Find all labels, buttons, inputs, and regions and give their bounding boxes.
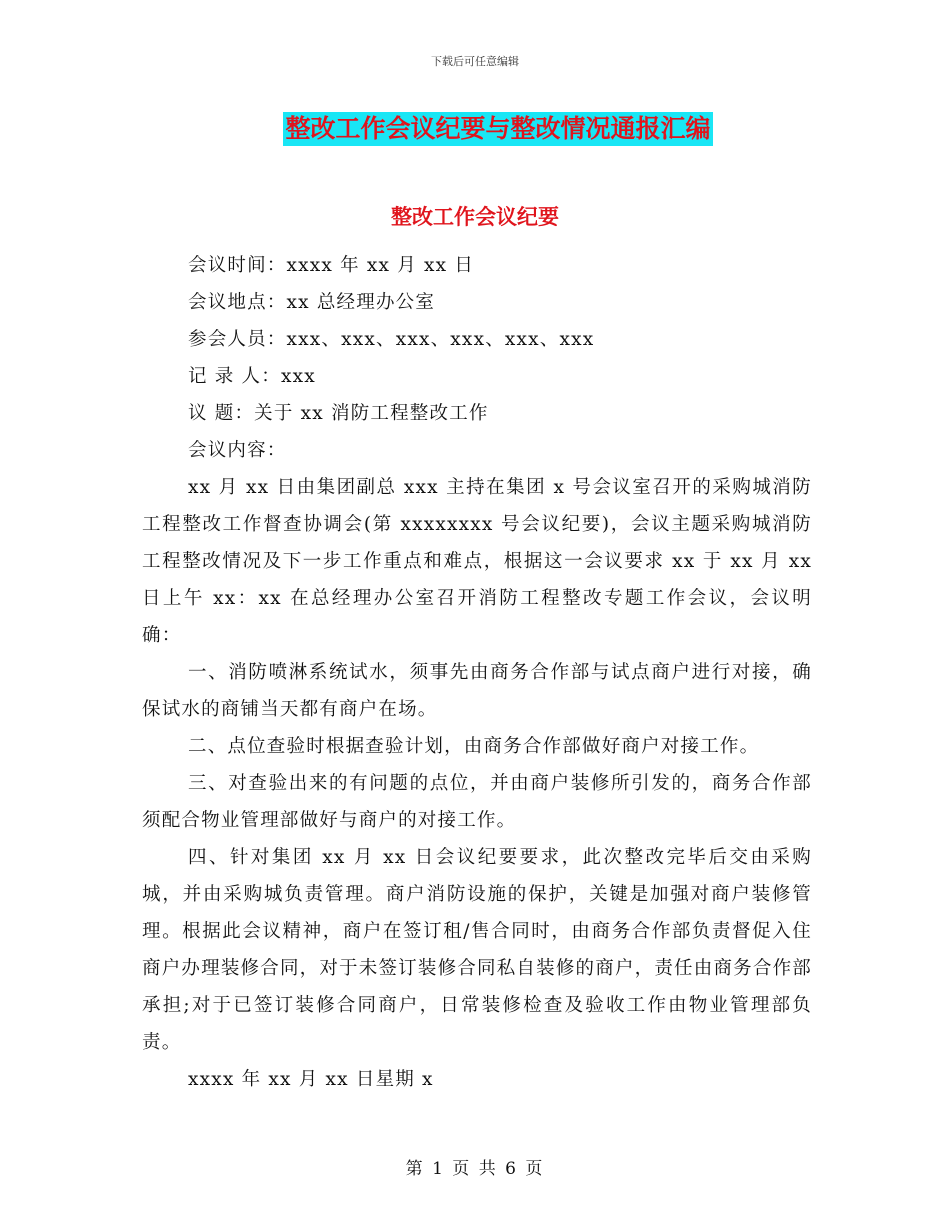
main-title-container [0,112,950,146]
item-one-paragraph: 一、消防喷淋系统试水，须事先由商务合作部与试点商户进行对接，确保试水的商铺当天都有商户在场。 [142,662,812,720]
item-two-paragraph: 二、点位查验时根据查验计划，由商务合作部做好商户对接工作。 [188,736,760,757]
meeting-content-label: 会议内容： [188,440,287,461]
header-note: 下载后可任意编辑 [431,55,519,68]
meeting-location: 会议地点：xx 总经理办公室 [188,292,436,313]
main-title: 整改工作会议纪要与整改情况通报汇编 [283,112,712,146]
document-body [142,247,812,1098]
section-title: 整改工作会议纪要 [391,205,559,229]
item-three-paragraph: 三、对查验出来的有问题的点位，并由商户装修所引发的，商务合作部须配合物业管理部做好与商户的对接工作。 [142,773,812,831]
page-number-footer: 第 1 页 共 6 页 [405,1159,545,1179]
topic: 议 题：关于 xx 消防工程整改工作 [188,403,489,424]
meeting-time: 会议时间：xxxx 年 xx 月 xx 日 [188,255,475,276]
date-line: xxxx 年 xx 月 xx 日星期 x [188,1069,434,1090]
intro-paragraph: xx 月 xx 日由集团副总 xxx 主持在集团 x 号会议室召开的采购城消防工程整改工作督查协调会(第 xxxxxxxx 号会议纪要)，会议主题采购城消防工程整改情况及下一步工作重点和难点，根据这一会议要求 xx 于 xx 月 xx 日上午 xx：xx 在总经理办公室召开消防工程整改专题工作会议，会议明确： [142,477,812,646]
attendees: 参会人员：xxx、xxx、xxx、xxx、xxx、xxx [188,329,595,350]
recorder: 记 录 人：xxx [188,366,316,387]
item-four-paragraph: 四、针对集团 xx 月 xx 日会议纪要要求，此次整改完毕后交由采购城，并由采购城负责管理。商户消防设施的保护，关键是加强对商户装修管理。根据此会议精神，商户在签订租/售合同时，由商务合作部负责督促入住商户办理装修合同，对于未签订装修合同私自装修的商户，责任由商务合作部承担;对于已签订装修合同商户，日常装修检查及验收工作由物业管理部负责。 [142,847,812,1053]
